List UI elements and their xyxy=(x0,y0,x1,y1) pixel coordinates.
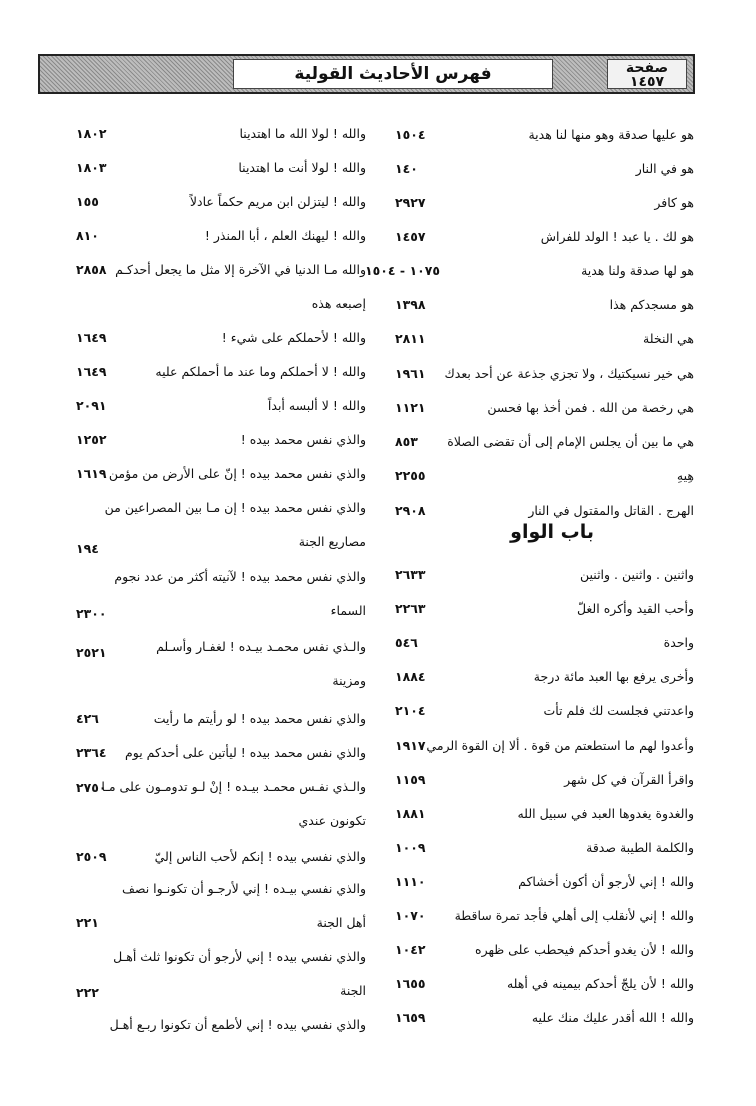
left-entry-line: إصبعه هذه xyxy=(311,296,366,311)
left-entry-number: ٤٢٦ xyxy=(76,711,99,726)
left-entry-line: والذي نفس محمد بيده ! إن مـا بين المصراعين من xyxy=(104,500,366,515)
right-entry-text: هِيهِ xyxy=(676,468,694,483)
right-entry-number: ١١٥٩ xyxy=(395,772,426,787)
right-entry-text: وأحب القيد وأكره الغلّ xyxy=(576,601,694,616)
page-label: صفحة xyxy=(625,60,669,76)
right-entry-number: ٢٢٥٥ xyxy=(395,468,426,483)
left-entry-line: مصاريع الجنة xyxy=(298,534,366,549)
right-entry-number: ٢٩٢٧ xyxy=(395,195,426,210)
left-entry-number: ١٦٤٩ xyxy=(76,330,107,345)
right-entry-number: ٢٦٣٣ xyxy=(395,567,426,582)
right-entry-number: ١١٢١ xyxy=(395,400,426,415)
page-number: ١٤٥٧ xyxy=(629,74,665,90)
left-entry-number: ٢٢٢ xyxy=(76,985,99,1000)
left-entry-line: والله ! ليتزلن ابن مريم حكماً عادلاً xyxy=(189,194,366,209)
left-entry-number: ١٨٠٢ xyxy=(76,126,107,141)
page-number-box xyxy=(607,59,687,89)
left-entry-line: الجنة xyxy=(340,983,366,998)
right-entry-number: ١٠٧٠ xyxy=(395,908,426,923)
left-entry-number: ١٦١٩ xyxy=(76,466,107,481)
left-entry-line: السماء xyxy=(330,603,366,618)
right-entry-number: ١٠٠٩ xyxy=(395,840,426,855)
right-entry-text: والله ! إني لأرجو أن أكون أخشاكم xyxy=(518,874,694,889)
page-header xyxy=(38,54,695,94)
right-entry-text: هو كافر xyxy=(654,195,694,210)
right-entry-text: هي خير نسيكتيك ، ولا تجزي جذعة عن أحد بعدك xyxy=(444,366,694,381)
left-entry-line: والذي نفسي بيده ! إنكم لأحب الناس إليّ xyxy=(154,849,366,864)
left-entry-line: تكونون عندي xyxy=(298,813,366,828)
right-entry-number: ١٩٦١ xyxy=(395,366,426,381)
left-entry-number: ٢٣٠٠ xyxy=(76,606,107,621)
right-entry-number: ١٥٠٤ xyxy=(395,127,426,142)
right-entry-number: ٢٨١١ xyxy=(395,331,426,346)
right-entry-number: ١٦٥٩ xyxy=(395,1010,426,1025)
right-entry-text: واعدتني فجلست لك فلم تأت xyxy=(543,703,694,718)
left-entry-number: ٨١٠ xyxy=(76,228,99,243)
left-entry-number: ١٥٥ xyxy=(76,194,99,209)
right-entry-number: ١٤٥٧ xyxy=(395,229,426,244)
left-entry-number: ١٨٠٣ xyxy=(76,160,107,175)
right-entry-number: ١٨٨٤ xyxy=(395,669,426,684)
right-entry-text: هي ما بين أن يجلس الإمام إلى أن تقضى الصلاة xyxy=(447,434,694,449)
section-title: باب الواو xyxy=(510,521,594,543)
left-entry-number: ١٢٥٢ xyxy=(76,432,107,447)
right-entry-number: ٢٢٦٣ xyxy=(395,601,426,616)
left-entry-number: ٢٥٠٩ xyxy=(76,849,107,864)
left-entry-number: ٢٠٩١ xyxy=(76,398,107,413)
left-entry-line: والله ! لا أحملكم وما عند ما أحملكم عليه xyxy=(155,364,366,379)
right-entry-text: والله ! لأن يلجّ أحدكم بيمينه في أهله xyxy=(506,976,694,991)
left-entry-line: والذي نفس محمد بيده ! ليأتين على أحدكم يوم xyxy=(125,745,366,760)
left-entry-line: والذي نفس محمد بيده ! لو رأيتم ما رأيت xyxy=(153,711,366,726)
right-entry-text: واقرأ القرآن في كل شهر xyxy=(564,772,694,787)
left-entry-line: أهل الجنة xyxy=(316,915,366,930)
right-entry-text: هو في النار xyxy=(635,161,694,176)
index-title: فهرس الأحاديث القولية xyxy=(233,59,553,89)
right-entry-number: ٨٥٣ xyxy=(395,434,418,449)
right-entry-number: ٢١٠٤ xyxy=(395,703,426,718)
left-entry-number: ٢٥٢١ xyxy=(76,645,107,660)
right-entry-text: هو مسجدكم هذا xyxy=(609,297,694,312)
left-entry-line: والله ! ليهنك العلم ، أبا المنذر ! xyxy=(204,228,366,243)
right-entry-text: والله ! الله أقدر عليك منك عليه xyxy=(531,1010,694,1025)
left-entry-line: والذي نفس محمد بيده ! إنّ على الأرض من مؤمن xyxy=(108,466,366,481)
right-entry-text: واثنين . واثنين . واثنين xyxy=(580,567,694,582)
left-entry-line: والذي نفس محمد بيده ! xyxy=(240,432,366,447)
left-entry-number: ٢٧٥٠ xyxy=(76,780,107,795)
left-entry-number: ٢٣٦٤ xyxy=(76,745,107,760)
left-entry-line: والله مـا الدنيا في الآخرة إلا مثل ما يجعل أحدكـم xyxy=(115,262,366,277)
left-entry-line: والذي نفسي بيده ! إني لأرجو أن تكونوا ثلث أهـل xyxy=(113,949,366,964)
right-entry-number: ٢٩٠٨ xyxy=(395,503,426,518)
right-entry-text: هو لها صدقة ولنا هدية xyxy=(581,263,694,278)
right-entry-number: ١٠٤٢ xyxy=(395,942,426,957)
left-entry-line: والله ! لولا أنت ما اهتدينا xyxy=(238,160,366,175)
right-entry-text: وأعدوا لهم ما استطعتم من قوة . ألا إن القوة الرمي xyxy=(426,738,694,753)
right-entry-text: والكلمة الطيبة صدقة xyxy=(586,840,694,855)
right-entry-number: ١٤٠ xyxy=(395,161,418,176)
right-entry-text: هي رخصة من الله . فمن أخذ بها فحسن xyxy=(487,400,694,415)
left-entry-line: والله ! لولا الله ما اهتدينا xyxy=(239,126,366,141)
left-entry-line: والذي نفسي بيده ! إني لأطمع أن تكونوا ربـع أهـل xyxy=(109,1017,366,1032)
left-entry-number: ١٩٤ xyxy=(76,541,99,556)
right-entry-number: ١٦٥٥ xyxy=(395,976,426,991)
right-entry-text: والغدوة يغدوها العبد في سبيل الله xyxy=(517,806,694,821)
right-entry-text: وأخرى يرفع بها العبد مائة درجة xyxy=(533,669,694,684)
left-entry-line: والذي نفسي بيـده ! إني لأرجـو أن تكونـوا نصف xyxy=(121,881,366,896)
right-entry-number: ١٠٧٥ - ١٥٠٤ xyxy=(365,263,440,278)
right-entry-text: هو لك . يا عبد ! الولد للفراش xyxy=(540,229,694,244)
right-entry-number: ١٨٨١ xyxy=(395,806,426,821)
right-entry-number: ١١١٠ xyxy=(395,874,426,889)
left-entry-line: والـذي نفس محمـد بيـده ! لغفـار وأسـلم xyxy=(156,639,366,654)
right-entry-text: هو عليها صدقة وهو منها لنا هدية xyxy=(528,127,694,142)
left-entry-line: ومزينة xyxy=(332,673,366,688)
left-entry-line: والذي نفس محمد بيده ! لآنيته أكثر من عدد نجوم xyxy=(114,569,366,584)
left-entry-number: ٢٨٥٨ xyxy=(76,262,107,277)
left-entry-number: ٢٢١ xyxy=(76,915,99,930)
left-entry-line: والله ! لأحملكم على شيء ! xyxy=(221,330,366,345)
left-entry-number: ١٦٤٩ xyxy=(76,364,107,379)
right-entry-text: والله ! لأن يغدو أحدكم فيحطب على ظهره xyxy=(475,942,694,957)
right-entry-number: ١٩١٧ xyxy=(395,738,426,753)
left-entry-line: والـذي نفـس محمـد بيـده ! إنْ لـو تدومـون على مـا xyxy=(101,779,366,794)
right-entry-number: ٥٤٦ xyxy=(395,635,418,650)
right-entry-text: الهرج . القاتل والمقتول في النار xyxy=(528,503,694,518)
right-entry-number: ١٣٩٨ xyxy=(395,297,426,312)
right-entry-text: والله ! إني لأنقلب إلى أهلي فأجد تمرة ساقطة xyxy=(454,908,694,923)
right-entry-text: واحدة xyxy=(663,635,694,650)
right-entry-text: هي النخلة xyxy=(643,331,694,346)
left-entry-line: والله ! لا ألبسه أبداً xyxy=(267,398,366,413)
